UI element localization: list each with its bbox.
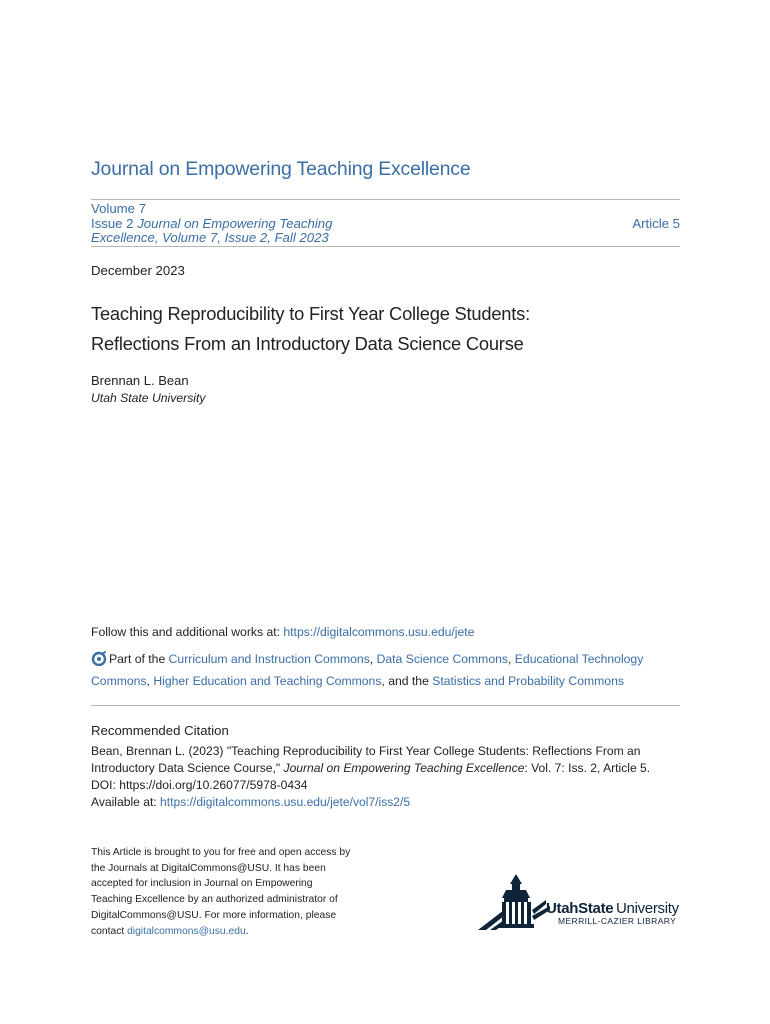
issue-number[interactable]: Issue 2	[91, 215, 134, 231]
notice-period: .	[245, 925, 249, 937]
citation-line1: Bean, Brennan L. (2023) "Teaching Reproducibility to First Year College Students: Reflections From an	[91, 744, 641, 758]
citation-volume: : Vol. 7: Iss. 2, Article 5.	[524, 761, 651, 775]
issue-title-line1[interactable]: Journal on Empowering Teaching	[137, 215, 333, 231]
publication-date: December 2023	[91, 263, 185, 278]
notice-line: the Journals at DigitalCommons@USU. It has been	[91, 862, 326, 874]
separator: ,	[146, 673, 154, 688]
library-building-icon	[476, 870, 686, 934]
commons-link-statistics[interactable]: Statistics and Probability Commons	[432, 673, 624, 688]
volume-link[interactable]: Volume 7	[91, 201, 146, 216]
citation-available	[91, 794, 681, 811]
contact-email-link[interactable]: digitalcommons@usu.edu	[127, 925, 246, 937]
divider-citation	[91, 705, 680, 706]
article-number-link[interactable]: Article 5	[632, 216, 680, 231]
separator: , and the	[381, 673, 433, 688]
part-of-commons	[91, 649, 681, 692]
contact-label: contact	[91, 925, 128, 937]
notice-line: accepted for inclusion in Journal on Empowering	[91, 878, 313, 890]
article-title-line2: Reflections From an Introductory Data Science Course	[91, 333, 524, 354]
commons-link-higher-education[interactable]: Higher Education and Teaching Commons	[153, 673, 382, 688]
author-affiliation: Utah State University	[91, 391, 206, 405]
commons-link-educational-technology[interactable]: Educational Technology	[514, 652, 644, 666]
divider-meta	[91, 246, 680, 247]
citation-line2	[91, 760, 681, 777]
part-of-label: Part of the	[109, 652, 169, 666]
commons-link-data-science[interactable]: Data Science Commons	[376, 652, 508, 666]
logo-name-light: University	[616, 900, 679, 917]
follow-line	[91, 625, 474, 639]
issue-title-line2[interactable]: Excellence, Volume 7, Issue 2, Fall 2023	[91, 230, 329, 245]
open-access-icon	[91, 650, 107, 666]
separator: ,	[369, 652, 377, 666]
notice-line	[91, 924, 391, 940]
citation-doi: DOI: https://doi.org/10.26077/5978-0434	[91, 778, 308, 792]
follow-url-link[interactable]: https://digitalcommons.usu.edu/jete	[283, 625, 475, 639]
citation-text: Introductory Data Science Course,"	[91, 761, 284, 775]
logo-name-bold: UtahState	[546, 900, 614, 917]
commons-link-curriculum[interactable]: Curriculum and Instruction Commons	[168, 652, 370, 666]
logo-subtitle: MERRILL-CAZIER LIBRARY	[558, 916, 677, 926]
journal-title[interactable]: Journal on Empowering Teaching Excellence	[91, 158, 471, 180]
article-title	[91, 299, 691, 359]
citation-journal: Journal on Empowering Teaching Excellence	[283, 761, 525, 775]
article-title-line1: Teaching Reproducibility to First Year College Students:	[91, 303, 530, 324]
author-name: Brennan L. Bean	[91, 373, 189, 388]
notice-line: Teaching Excellence by an authorized administrator of	[91, 894, 338, 906]
issue-link[interactable]	[91, 217, 332, 232]
citation-heading: Recommended Citation	[91, 723, 229, 738]
citation-body	[91, 743, 681, 811]
available-url-link[interactable]: https://digitalcommons.usu.edu/jete/vol7/iss2/5	[160, 795, 411, 809]
notice-line: This Article is brought to you for free and open access by	[91, 847, 351, 858]
commons-link-educational-technology-cont[interactable]: Commons	[91, 673, 147, 688]
separator: ,	[508, 652, 515, 666]
notice-line: DigitalCommons@USU. For more information, please	[91, 909, 337, 921]
usu-library-logo	[476, 870, 686, 934]
available-label: Available at:	[91, 795, 161, 809]
issue-meta	[91, 202, 332, 246]
follow-label: Follow this and additional works at:	[91, 625, 284, 639]
open-access-notice	[91, 845, 391, 939]
divider-top	[91, 199, 680, 200]
